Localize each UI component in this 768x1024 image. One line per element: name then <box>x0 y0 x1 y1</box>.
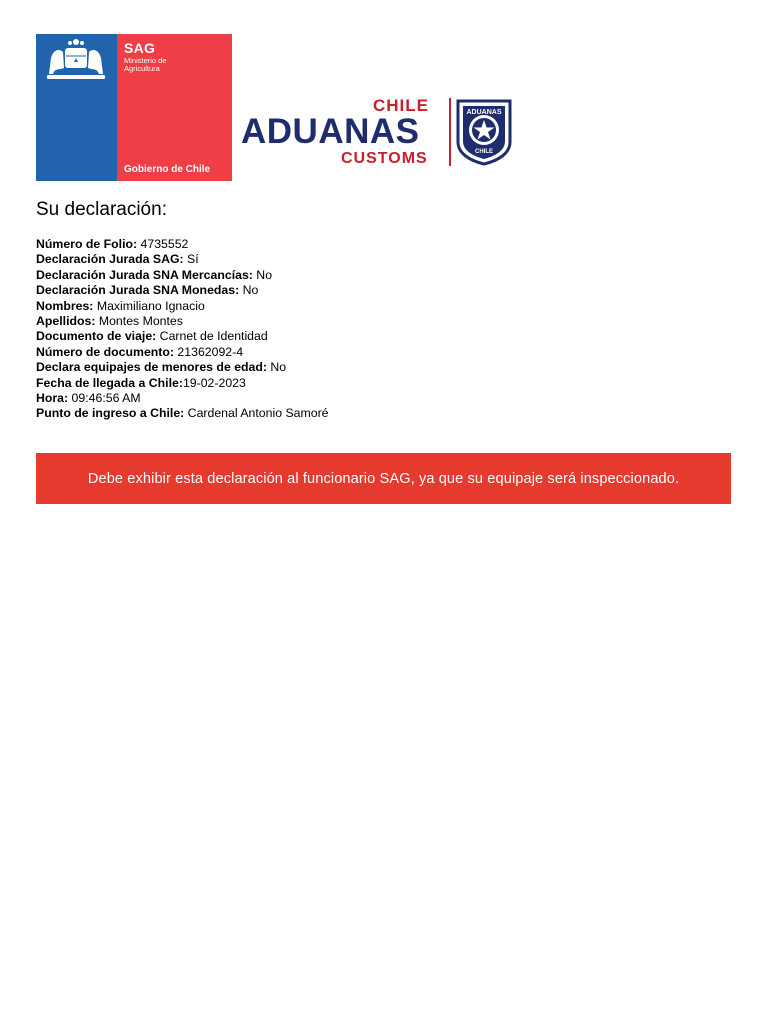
field-label: Punto de ingreso a Chile: <box>36 406 185 421</box>
sag-logo-red-panel <box>117 34 232 181</box>
aduanas-badge-top-text: ADUANAS <box>466 109 502 116</box>
sag-ministry-line2: Agricultura <box>124 64 160 73</box>
field-value: Cardenal Antonio Samoré <box>184 406 329 421</box>
sag-gobierno: Gobierno de Chile <box>124 164 211 175</box>
aduanas-badge-icon <box>455 98 513 166</box>
field-label: Documento de viaje: <box>36 329 157 344</box>
aduanas-divider <box>449 98 451 166</box>
page-title: Su declaración: <box>36 199 167 220</box>
field-value: 19-02-2023 <box>182 375 246 390</box>
field-value: No <box>267 360 287 375</box>
field-nombres <box>36 299 329 314</box>
field-punto-ingreso <box>36 406 329 421</box>
sag-logo-blue-panel <box>36 34 117 181</box>
field-folio <box>36 237 329 252</box>
field-label: Declara equipajes de menores de edad: <box>36 360 267 375</box>
field-label: Apellidos: <box>36 314 96 329</box>
field-value: 21362092-4 <box>174 344 244 359</box>
sag-logo <box>36 34 232 181</box>
field-label: Hora: <box>36 391 69 406</box>
sag-ministry-line1: Ministerio de <box>124 56 167 65</box>
sag-ministry <box>124 57 167 73</box>
chile-coat-of-arms-icon <box>43 38 109 82</box>
inspection-alert-text: Debe exhibir esta declaración al funcionario SAG, ya que su equipaje será inspeccionado. <box>87 470 680 487</box>
field-equipaje-menores <box>36 360 329 375</box>
sag-title: SAG <box>124 40 156 56</box>
aduanas-customs-text: CUSTOMS <box>341 150 428 167</box>
field-value: 09:46:56 AM <box>68 391 141 406</box>
field-value: 4735552 <box>137 237 189 251</box>
field-dj-sna-mercancias <box>36 268 329 283</box>
field-label: Número de documento: <box>36 344 175 359</box>
field-label: Declaración Jurada SNA Mercancías: <box>36 267 253 282</box>
field-hora <box>36 391 329 406</box>
field-numero-documento <box>36 345 329 360</box>
field-dj-sag <box>36 252 329 267</box>
declaration-fields <box>36 237 329 422</box>
aduanas-chile-text: CHILE <box>373 96 429 115</box>
field-label: Fecha de llegada a Chile: <box>36 375 183 390</box>
field-value: Carnet de Identidad <box>156 329 268 344</box>
field-label: Declaración Jurada SNA Monedas: <box>36 283 240 298</box>
aduanas-logo <box>241 92 521 172</box>
field-label: Número de Folio: <box>36 237 138 251</box>
field-fecha-llegada <box>36 376 329 391</box>
inspection-alert-banner <box>36 453 731 504</box>
field-apellidos <box>36 314 329 329</box>
field-documento-viaje <box>36 329 329 344</box>
field-value: No <box>252 267 273 282</box>
header <box>36 34 536 181</box>
field-dj-sna-monedas <box>36 283 329 298</box>
aduanas-badge-bottom-text: CHILE <box>475 149 493 155</box>
field-value: Montes Montes <box>95 314 183 329</box>
field-value: Sí <box>183 252 199 267</box>
field-value: Maximiliano Ignacio <box>93 298 205 313</box>
field-label: Declaración Jurada SAG: <box>36 252 184 267</box>
field-value: No <box>239 283 259 298</box>
field-label: Nombres: <box>36 298 94 313</box>
aduanas-main-text: ADUANAS <box>241 112 420 151</box>
